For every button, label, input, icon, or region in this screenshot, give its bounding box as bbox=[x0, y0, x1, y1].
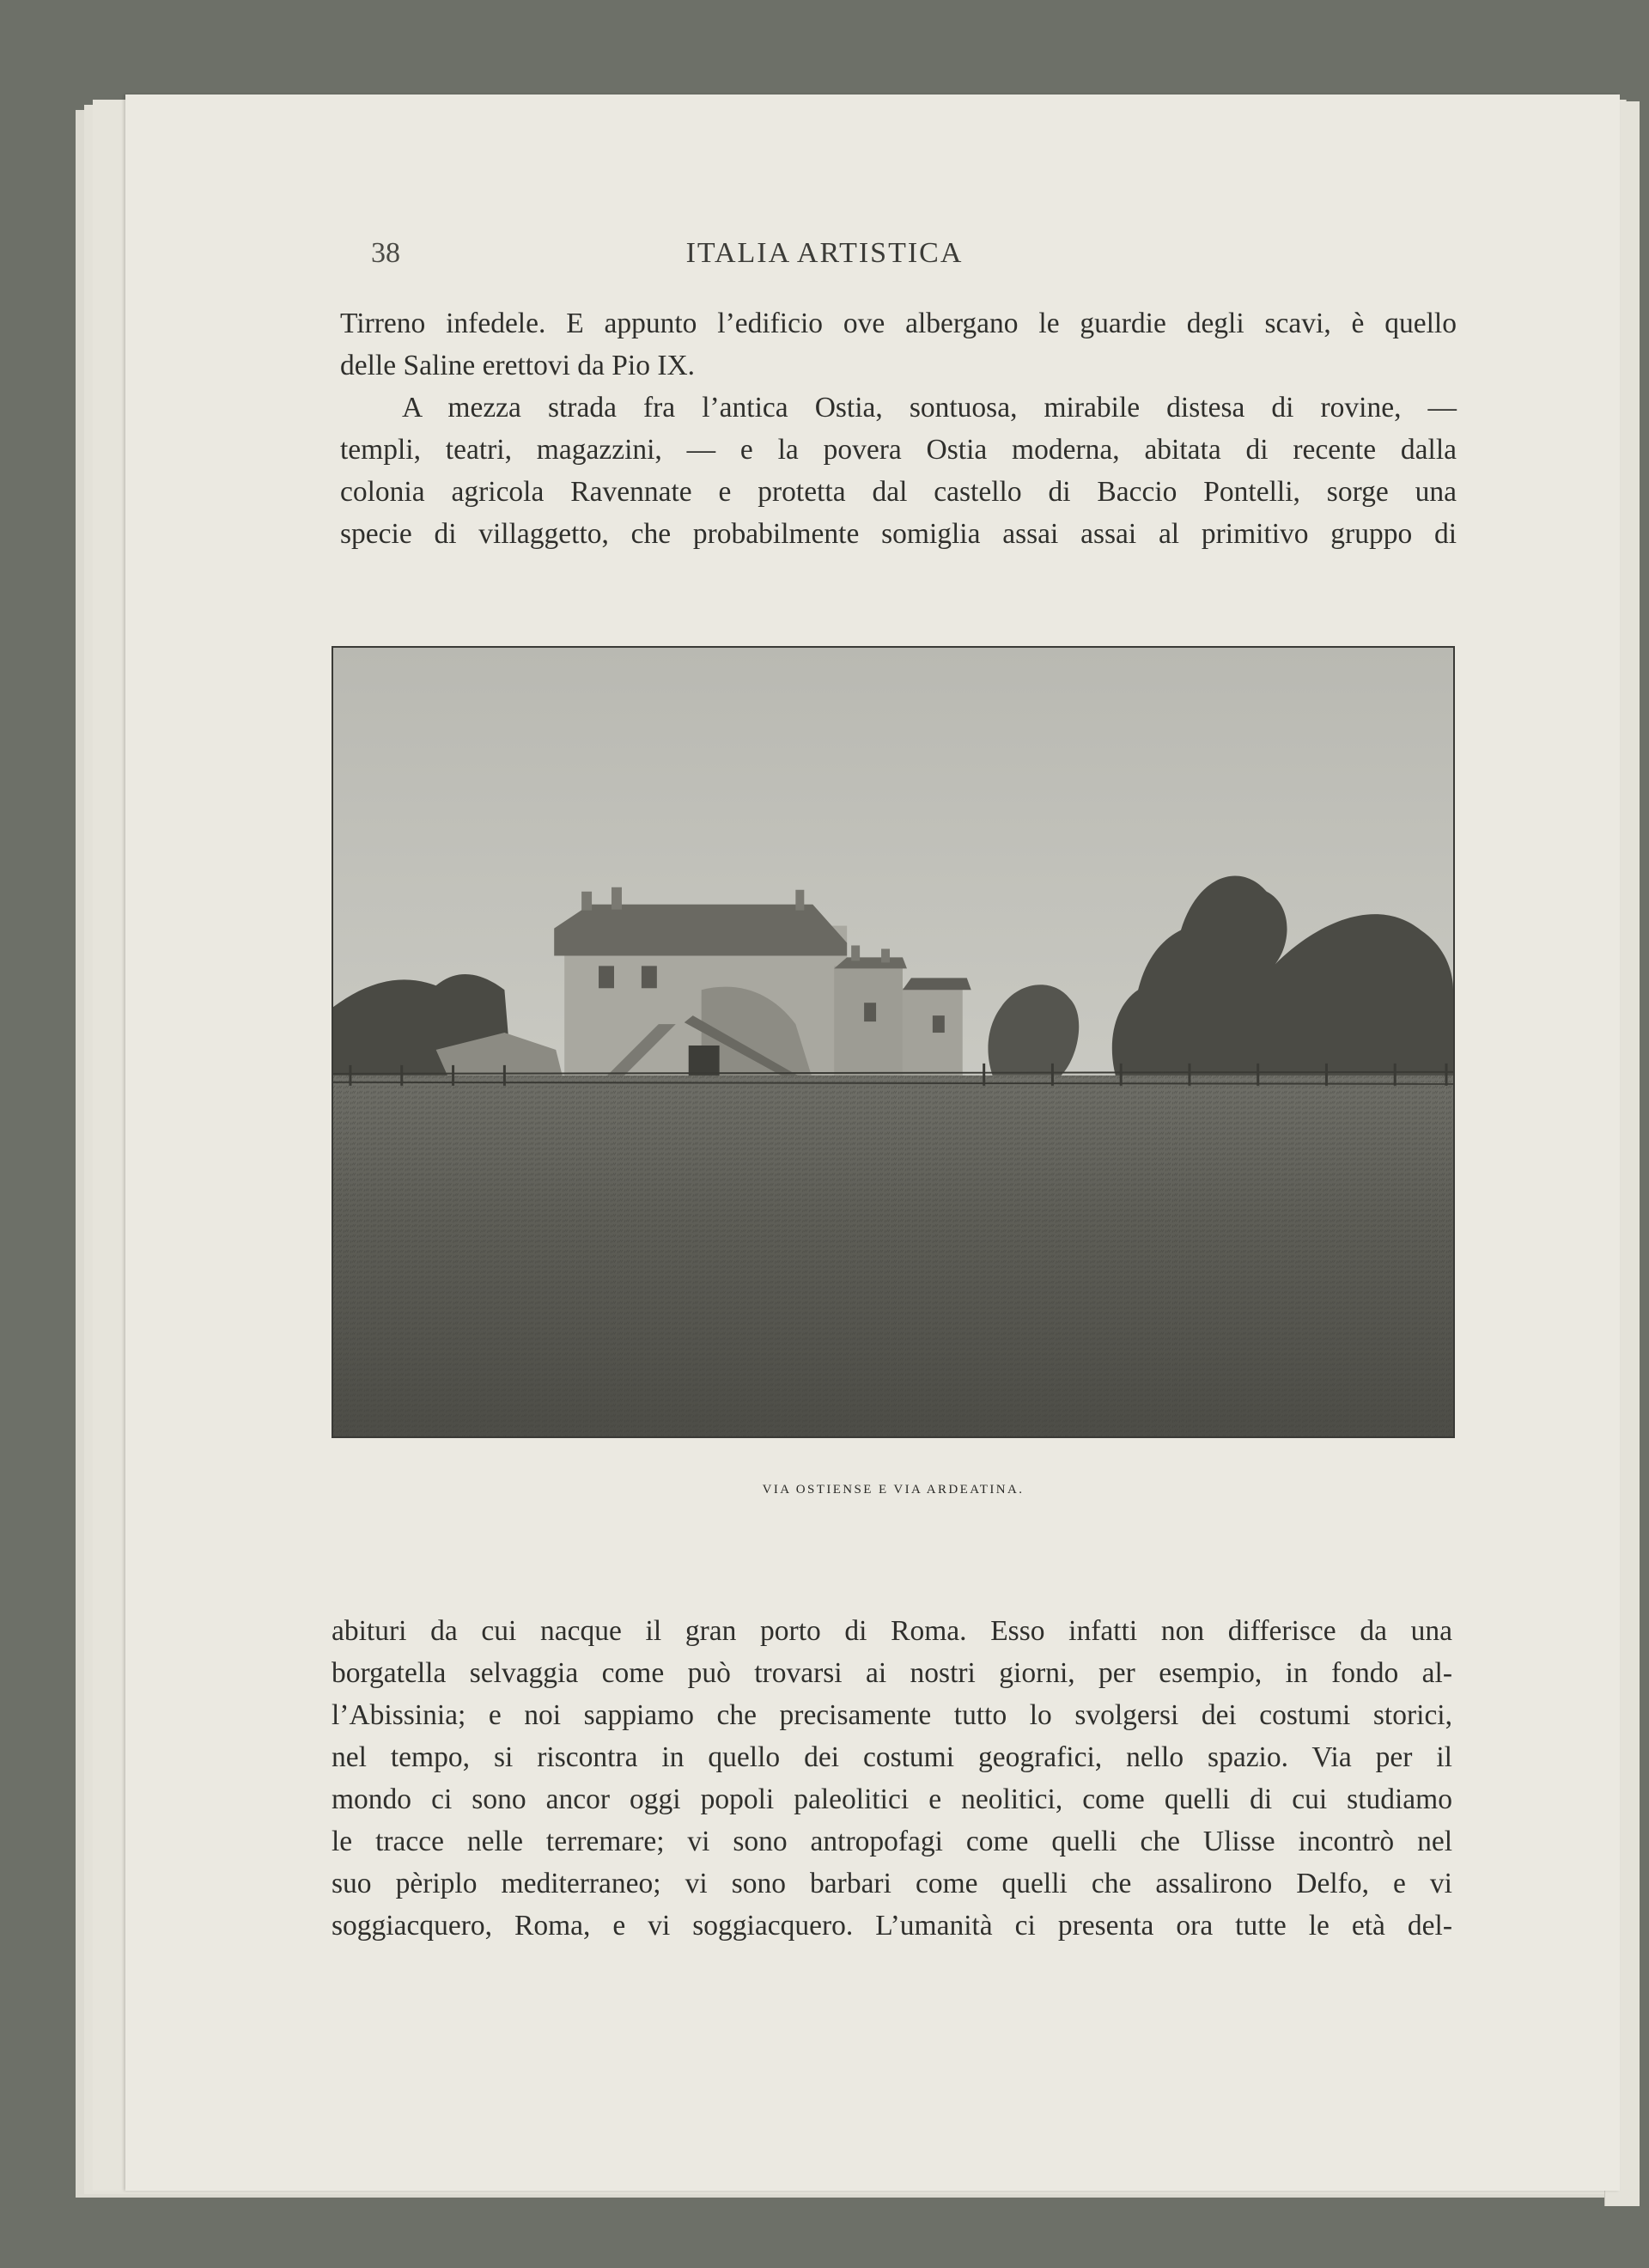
text-line: templi, teatri, magazzini, — e la povera Ostia moderna, abitata di recente dalla bbox=[340, 434, 1457, 466]
text-line: soggiacquero, Roma, e vi soggiacquero. L’umanità ci presenta ora tutte le età del- bbox=[332, 1910, 1452, 1942]
body-text-top bbox=[340, 302, 1457, 555]
photograph-plate bbox=[332, 646, 1455, 1438]
text-line: l’Abissinia; e noi sappiamo che precisamente tutto lo svolgersi dei costumi storici, bbox=[332, 1699, 1452, 1731]
text-line: A mezza strada fra l’antica Ostia, sontuosa, mirabile distesa di rovine, — bbox=[402, 392, 1457, 424]
text-line: le tracce nelle terremare; vi sono antropofagi come quelli che Ulisse incontrò nel bbox=[332, 1826, 1452, 1857]
text-line: abituri da cui nacque il gran porto di Roma. Esso infatti non differisce da una bbox=[332, 1615, 1452, 1647]
text-line: delle Saline erettovi da Pio IX. bbox=[340, 350, 696, 381]
running-title: ITALIA ARTISTICA bbox=[685, 237, 964, 269]
figure-caption: VIA OSTIENSE E VIA ARDEATINA. bbox=[762, 1483, 1025, 1497]
farmhouse-photograph bbox=[333, 648, 1453, 1436]
text-line: Tirreno infedele. E appunto l’edificio ove albergano le guardie degli scavi, è quello bbox=[340, 308, 1457, 339]
body-text-bottom bbox=[332, 1610, 1452, 1947]
page-number: 38 bbox=[371, 237, 400, 269]
text-line: mondo ci sono ancor oggi popoli paleolitici e neolitici, come quelli di cui studiamo bbox=[332, 1783, 1452, 1815]
text-line: borgatella selvaggia come può trovarsi ai nostri giorni, per esempio, in fondo al- bbox=[332, 1657, 1452, 1689]
text-line: nel tempo, si riscontra in quello dei costumi geografici, nello spazio. Via per il bbox=[332, 1741, 1452, 1773]
text-line: specie di villaggetto, che probabilmente somiglia assai assai al primitivo gruppo di bbox=[340, 518, 1457, 550]
text-line: suo pèriplo mediterraneo; vi sono barbari come quelli che assalirono Delfo, e vi bbox=[332, 1868, 1452, 1899]
text-line: colonia agricola Ravennate e protetta dal castello di Baccio Pontelli, sorge una bbox=[340, 476, 1457, 508]
